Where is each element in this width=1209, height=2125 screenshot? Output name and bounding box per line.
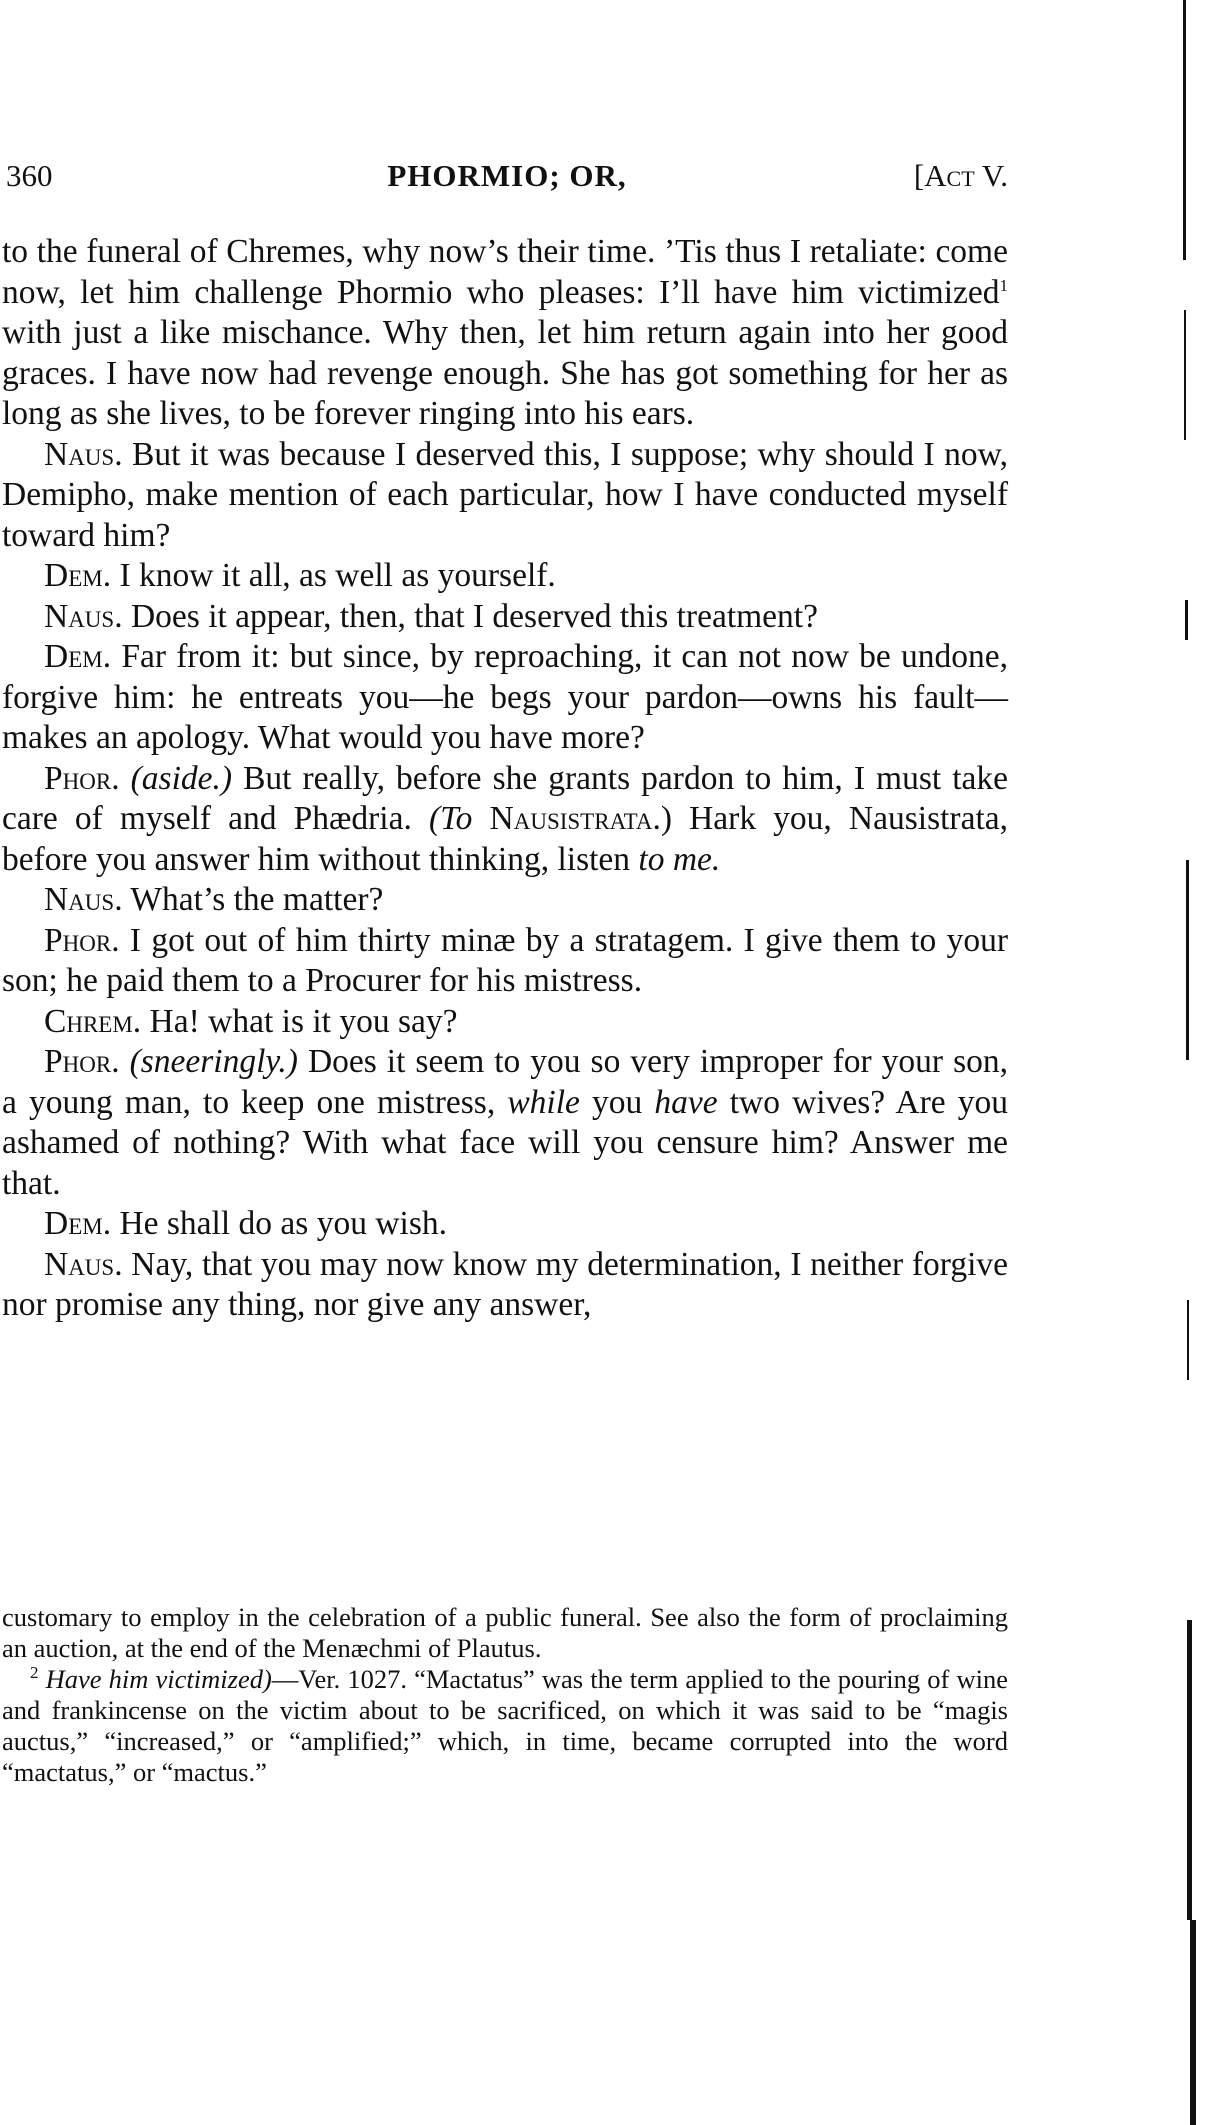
footnote-number: 2 bbox=[30, 1663, 39, 1683]
stage-direction: (sneeringly.) bbox=[129, 1043, 298, 1080]
speaker-name: Naus. bbox=[44, 1245, 123, 1283]
page-edge-line bbox=[1190, 1920, 1196, 2125]
stage-direction: (aside.) bbox=[130, 759, 233, 797]
page-edge-line bbox=[1187, 1620, 1192, 1920]
footnote-continued: customary to employ in the celebration of a public funeral. See also the form of proclaiming an auction, at the end of the Menæchmi of Plautus. bbox=[2, 1602, 1008, 1663]
paragraph-7: Naus. What’s the matter? bbox=[44, 881, 384, 918]
paragraph-1: to the funeral of Chremes, why now’s their time. ’Tis thus I retaliate: come now, let him challenge Phormio who pleases: I’ll have him victimized$^1$ with just a like mischance. Why then, let him return again into her good graces. I have now had revenge enough. She has got something for her as long as she lives, to be forever ringing into his ears. bbox=[2, 233, 1008, 432]
paragraph-9: Chrem. Ha! what is it you say? bbox=[44, 1002, 458, 1040]
speaker-name: Phor. bbox=[44, 921, 120, 959]
paragraph-12: Naus. Nay, that you may now know my determination, I neither forgive nor promise any thing, nor give any answer, bbox=[2, 1245, 1008, 1323]
footnote-reference: Have him victimized) bbox=[45, 1664, 272, 1694]
speaker-name: Dem. bbox=[44, 557, 112, 594]
page-edge-line bbox=[1185, 600, 1188, 640]
speaker-name: Chrem. bbox=[44, 1002, 142, 1040]
speaker-name: Dem. bbox=[44, 638, 112, 675]
speaker-name: Phor. bbox=[44, 759, 120, 797]
paragraph-3: Dem. I know it all, as well as yourself. bbox=[44, 557, 556, 594]
speaker-name: Naus. bbox=[44, 881, 123, 918]
paragraph-2: Naus. But it was because I deserved this, I suppose; why should I now, Demipho, make mention of each particular, how I have conducted myself toward him? bbox=[2, 435, 1008, 554]
main-text bbox=[2, 232, 1008, 1326]
running-header bbox=[6, 158, 1008, 202]
footnote-2: $^2$ Have him victimized)—Ver. 1027. “Mactatus” was the term applied to the pouring of wine and frankincense on the victim about to be sacrificed, on which it was said to be “magis auctus,” “increased,” or “amplified;” which, in time, became corrupted into the word “mactatus,” or “mactus.” bbox=[2, 1663, 1008, 1787]
page-edge-line bbox=[1184, 310, 1186, 440]
page-edge-line bbox=[1187, 1300, 1189, 1380]
footnotes bbox=[2, 1602, 1008, 1788]
page-edge-line bbox=[1183, 0, 1186, 260]
page-number: 360 bbox=[6, 158, 53, 193]
running-title: PHORMIO; OR, bbox=[387, 158, 627, 193]
paragraph-11: Dem. He shall do as you wish. bbox=[44, 1205, 447, 1242]
speaker-name: Dem. bbox=[44, 1205, 112, 1242]
footnote-ref: 1 bbox=[999, 275, 1008, 295]
page-edge-line bbox=[1186, 860, 1189, 1060]
paragraph-4: Naus. Does it appear, then, that I deserved this treatment? bbox=[44, 597, 818, 635]
paragraph-8: Phor. I got out of him thirty minæ by a stratagem. I give them to your son; he paid them to a Procurer for his mistress. bbox=[2, 921, 1008, 999]
speaker-name: Phor. bbox=[44, 1043, 120, 1080]
speaker-name: Naus. bbox=[44, 597, 123, 635]
paragraph-5: Dem. Far from it: but since, by reproaching, it can not now be undone, forgive him: he entreats you—he begs your pardon—owns his fault—makes an apology. What would you have more? bbox=[2, 638, 1008, 756]
speaker-name: Naus. bbox=[44, 435, 123, 473]
act-label: [Act V. bbox=[913, 158, 1008, 193]
paragraph-6: Phor. (aside.) But really, before she grants pardon to him, I must take care of myself and Phædria. (To Nausistrata.) Hark you, Nausistrata, before you answer him without thinking, listen to me. bbox=[2, 759, 1009, 878]
paragraph-10: Phor. (sneeringly.) Does it seem to you so very improper for your son, a young man, to keep one mistress, while you have two wives? Are you ashamed of nothing? With what face will you censure him? Answer me that. bbox=[2, 1043, 1008, 1202]
